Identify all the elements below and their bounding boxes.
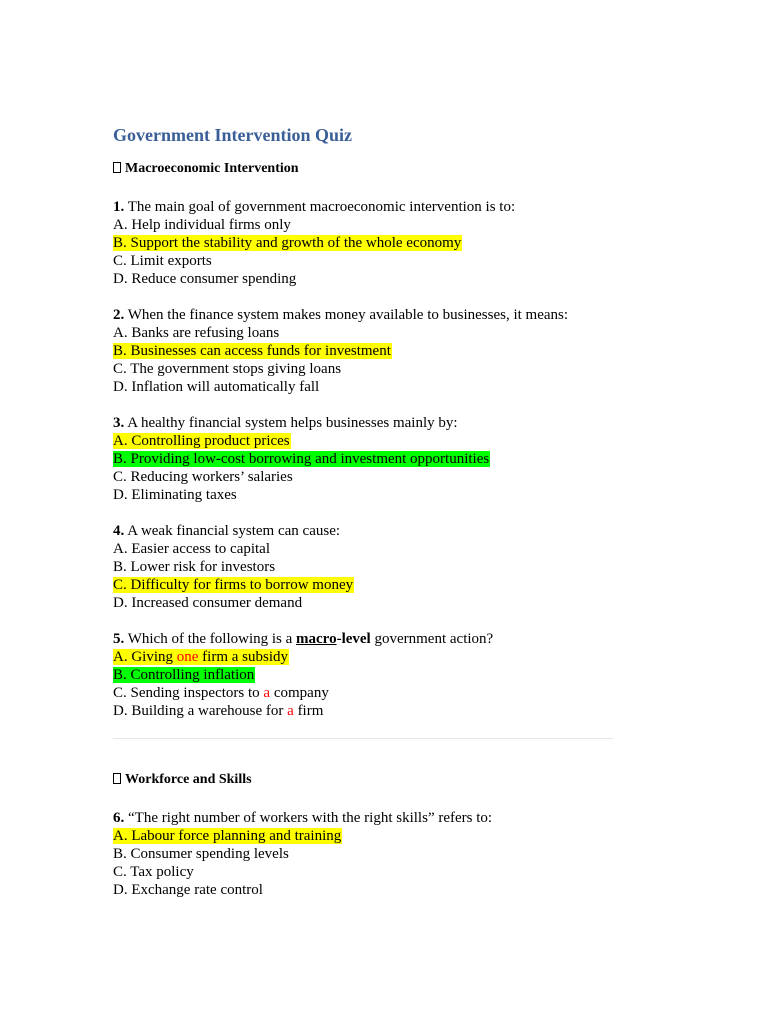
emphasis-level: -level	[336, 631, 371, 647]
question-2	[113, 306, 613, 396]
answer-option	[113, 486, 613, 504]
document-title: Government Intervention Quiz	[113, 125, 352, 145]
answer-option	[113, 432, 613, 450]
question-5	[113, 630, 613, 720]
answer-option-label: C. Tax policy	[113, 864, 194, 880]
section-heading-workforce	[113, 771, 613, 789]
section-heading-label: Workforce and Skills	[125, 772, 252, 787]
answer-option-label: B. Support the stability and growth of the whole economy	[113, 235, 462, 251]
answer-option-label: D. Exchange rate control	[113, 882, 263, 898]
answer-option	[113, 702, 613, 720]
answer-option	[113, 881, 613, 899]
question-text: A healthy financial system helps businesses mainly by:	[127, 415, 458, 431]
answer-option-label: A. Banks are refusing loans	[113, 325, 280, 341]
answer-option-label: C. The government stops giving loans	[113, 361, 342, 377]
answer-option	[113, 450, 613, 468]
document-page	[113, 122, 613, 899]
question-prompt	[113, 809, 613, 827]
answer-option	[113, 540, 613, 558]
answer-option	[113, 684, 613, 702]
answer-text: A. Giving	[113, 649, 173, 665]
answer-option	[113, 270, 613, 288]
answer-option	[113, 216, 613, 234]
question-prompt	[113, 306, 613, 324]
answer-option-label: B. Providing low-cost borrowing and investment opportunities	[113, 451, 490, 467]
answer-option-label: B. Consumer spending levels	[113, 846, 289, 862]
answer-option	[113, 252, 613, 270]
answer-option-label: B. Lower risk for investors	[113, 559, 276, 575]
answer-option	[113, 324, 613, 342]
emphasis-macro: macro	[296, 631, 337, 647]
answer-option-label: A. Help individual firms only	[113, 217, 291, 233]
question-text: When the finance system makes money available to businesses, it means:	[127, 307, 569, 323]
question-prompt	[113, 522, 613, 540]
answer-option-label: D. Inflation will automatically fall	[113, 379, 320, 395]
answer-option-label: C. Limit exports	[113, 253, 212, 269]
question-number: 2.	[113, 307, 125, 323]
question-number: 1.	[113, 199, 125, 215]
answer-option-label: B. Controlling inflation	[113, 667, 255, 683]
answer-option	[113, 234, 613, 252]
answer-option-label: C. Reducing workers’ salaries	[113, 469, 293, 485]
answer-option-label: A. Easier access to capital	[113, 541, 271, 557]
answer-option	[113, 378, 613, 396]
answer-text: firm	[297, 703, 324, 719]
question-number: 5.	[113, 631, 125, 647]
answer-option	[113, 558, 613, 576]
answer-option	[113, 666, 613, 684]
answer-option	[113, 342, 613, 360]
answer-text: D. Building a warehouse for	[113, 703, 284, 719]
answer-text: company	[273, 685, 329, 701]
question-text: The main goal of government macroeconomic intervention is to:	[127, 199, 516, 215]
question-text-end: government action?	[374, 631, 494, 647]
question-number: 6.	[113, 810, 125, 826]
question-4	[113, 522, 613, 612]
answer-option	[113, 827, 613, 845]
question-text: A weak financial system can cause:	[127, 523, 341, 539]
answer-option	[113, 863, 613, 881]
answer-option-label: A. Labour force planning and training	[113, 828, 342, 844]
red-word: a	[263, 685, 271, 701]
question-number: 4.	[113, 523, 125, 539]
answer-option-label: D. Increased consumer demand	[113, 595, 303, 611]
answer-option-label: D. Reduce consumer spending	[113, 271, 297, 287]
answer-option-label	[113, 649, 289, 665]
answer-option-label: B. Businesses can access funds for investment	[113, 343, 391, 359]
answer-option-label: A. Controlling product prices	[113, 433, 290, 449]
section-heading-macroeconomic	[113, 160, 613, 178]
answer-option	[113, 845, 613, 863]
red-word: a	[287, 703, 294, 719]
question-number: 3.	[113, 415, 125, 431]
red-word: one	[176, 649, 199, 665]
answer-text: C. Sending inspectors to	[113, 685, 260, 701]
section-heading-label: Macroeconomic Intervention	[125, 161, 299, 176]
question-prompt	[113, 414, 613, 432]
question-3	[113, 414, 613, 504]
answer-option-label: C. Difficulty for firms to borrow money	[113, 577, 354, 593]
box-icon	[113, 162, 121, 173]
answer-option-label: D. Eliminating taxes	[113, 487, 237, 503]
answer-option	[113, 594, 613, 612]
question-prompt	[113, 198, 613, 216]
question-text: Which of the following is a	[127, 631, 293, 647]
answer-text: firm a subsidy	[202, 649, 288, 665]
question-text: “The right number of workers with the right skills” refers to:	[128, 810, 493, 826]
question-6	[113, 809, 613, 899]
answer-option	[113, 648, 613, 666]
question-prompt	[113, 630, 613, 648]
answer-option	[113, 576, 613, 594]
answer-option	[113, 468, 613, 486]
answer-option	[113, 360, 613, 378]
box-icon	[113, 773, 121, 784]
question-1	[113, 198, 613, 288]
